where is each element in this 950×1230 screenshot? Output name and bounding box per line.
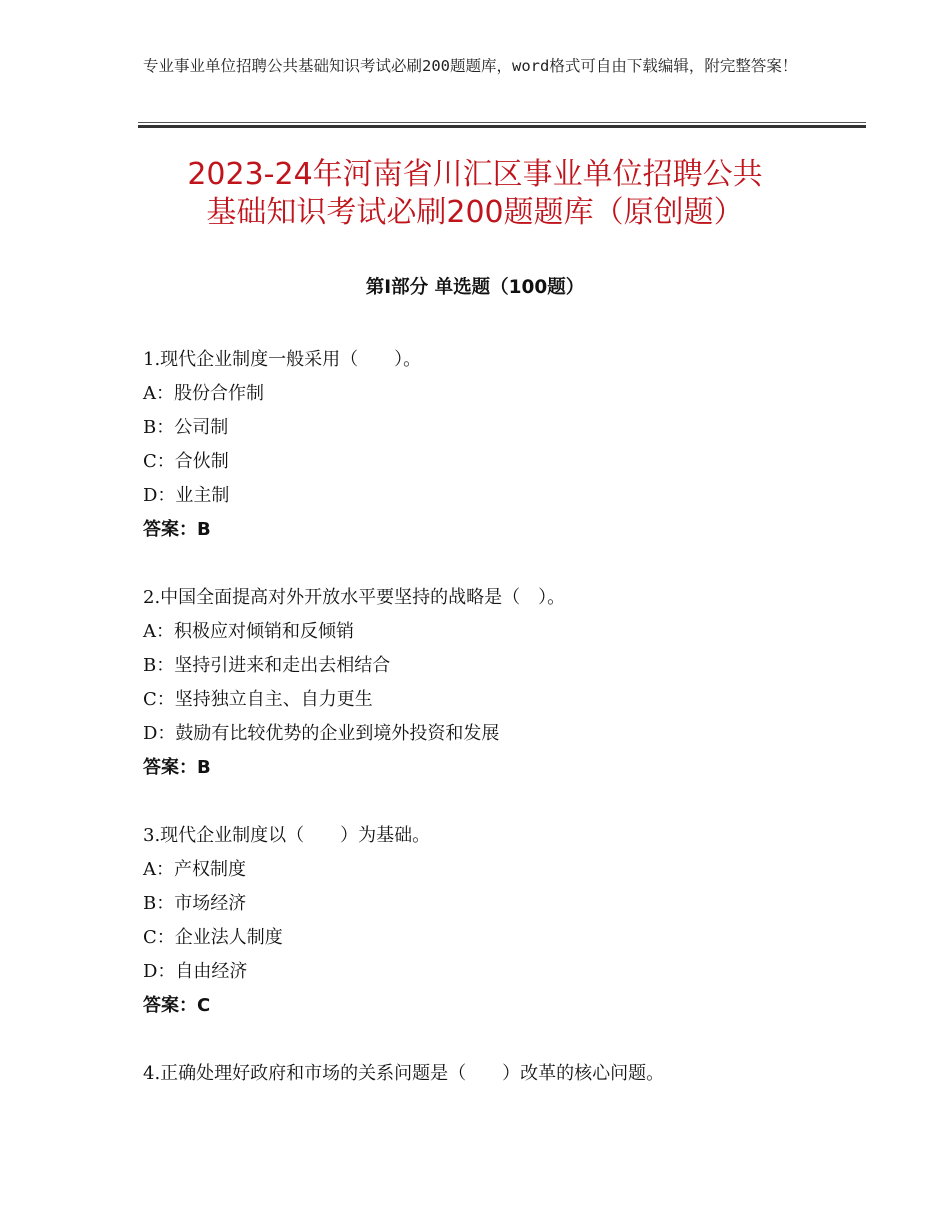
question-4	[143, 1057, 843, 1091]
question-1	[143, 343, 843, 547]
option-a: A：股份合作制	[143, 383, 264, 404]
option-a: A：积极应对倾销和反倾销	[143, 621, 354, 642]
question-2	[143, 581, 843, 785]
question-stem: 2.中国全面提高对外开放水平要坚持的战略是（ ）。	[143, 587, 566, 608]
option-c: C：坚持独立自主、自力更生	[143, 689, 373, 710]
option-b: B：市场经济	[143, 893, 247, 914]
option-d: D：业主制	[143, 485, 230, 506]
document-title-line-1: 2023-24年河南省川汇区事业单位招聘公共	[187, 157, 763, 192]
option-c: C：合伙制	[143, 451, 229, 472]
option-a: A：产权制度	[143, 859, 246, 880]
question-stem: 1.现代企业制度一般采用（ ）。	[143, 349, 422, 370]
answer: 答案：B	[143, 519, 211, 540]
section-title: 第Ⅰ部分 单选题（100题）	[365, 277, 585, 298]
document-title	[100, 156, 850, 232]
question-3	[143, 819, 843, 1023]
header-divider-thick	[138, 125, 866, 128]
option-b: B：坚持引进来和走出去相结合	[143, 655, 391, 676]
option-d: D：鼓励有比较优势的企业到境外投资和发展	[143, 723, 500, 744]
document-title-line-2: 基础知识考试必刷200题题库（原创题）	[206, 195, 744, 230]
question-stem: 3.现代企业制度以（ ）为基础。	[143, 825, 431, 846]
option-b: B：公司制	[143, 417, 229, 438]
header-divider-thin	[138, 122, 866, 123]
header-note: 专业事业单位招聘公共基础知识考试必刷200题题库，word格式可自由下载编辑，附完整答案！	[143, 57, 798, 75]
answer: 答案：B	[143, 757, 211, 778]
question-list	[143, 343, 843, 1125]
question-stem: 4.正确处理好政府和市场的关系问题是（ ）改革的核心问题。	[143, 1063, 665, 1084]
answer: 答案：C	[143, 995, 211, 1016]
option-c: C：企业法人制度	[143, 927, 283, 948]
option-d: D：自由经济	[143, 961, 248, 982]
